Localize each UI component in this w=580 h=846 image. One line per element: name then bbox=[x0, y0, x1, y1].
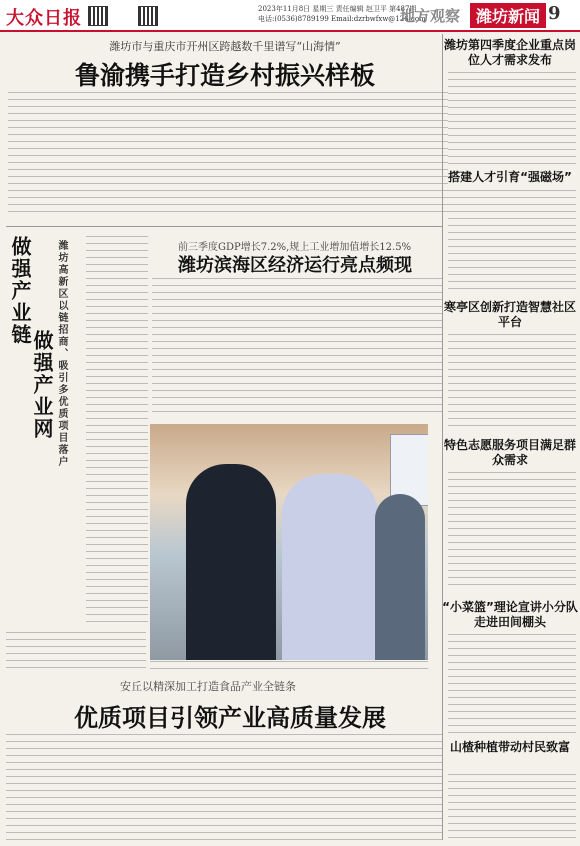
bottom-subtitle: 安丘以精深加工打造食品产业全链条 bbox=[120, 680, 296, 693]
vertical-article-body bbox=[86, 236, 148, 626]
section-name: 潍坊新闻 bbox=[470, 3, 546, 28]
right-article-1-body bbox=[448, 72, 576, 164]
photo-caption bbox=[150, 661, 428, 675]
lead-subtitle: 潍坊市与重庆市开州区跨越数千里谱写“山海情” bbox=[109, 40, 341, 53]
right-article-2-body bbox=[448, 190, 576, 290]
qr-code-icon bbox=[138, 6, 158, 26]
news-photo bbox=[150, 424, 428, 660]
vertical-headline-1: 做强产业链 bbox=[8, 236, 32, 346]
photo-person bbox=[375, 494, 425, 660]
issue-date-line: 2023年11月8日 星期三 责任编辑 赵卫平 第487期 bbox=[258, 5, 417, 13]
right-article-4-body bbox=[448, 472, 576, 590]
vertical-subtitle: 潍坊高新区以链招商、吸引多优质项目落户 bbox=[56, 240, 67, 468]
right-article-2-title: 搭建人才引育“强磁场” bbox=[448, 170, 572, 184]
right-article-6-body bbox=[448, 774, 576, 840]
gdp-article-body bbox=[152, 278, 442, 418]
masthead bbox=[0, 0, 580, 32]
gdp-headline: 潍坊滨海区经济运行亮点频现 bbox=[178, 255, 412, 276]
photo-person bbox=[186, 464, 276, 660]
right-article-1-title: 潍坊第四季度企业重点岗位人才需求发布 bbox=[443, 38, 576, 67]
right-article-3-title: 寒亭区创新打造智慧社区平台 bbox=[443, 300, 576, 329]
lead-article-body bbox=[8, 92, 448, 218]
right-article-3-body bbox=[448, 334, 576, 430]
bottom-headline: 优质项目引领产业高质量发展 bbox=[74, 704, 386, 732]
page-number: 9 bbox=[548, 3, 561, 24]
vertical-article-tail bbox=[6, 632, 146, 672]
right-article-5-title: “小菜篮”理论宣讲小分队走进田间棚头 bbox=[442, 600, 578, 629]
gdp-subtitle: 前三季度GDP增长7.2%,规上工业增加值增长12.5% bbox=[178, 242, 412, 253]
lead-headline: 鲁渝携手打造乡村振兴样板 bbox=[74, 61, 375, 90]
divider bbox=[6, 226, 442, 227]
vertical-headline-2: 做强产业网 bbox=[30, 330, 54, 440]
bottom-article-body bbox=[6, 734, 442, 840]
photo-person bbox=[282, 474, 378, 660]
qr-code-icon bbox=[88, 6, 108, 26]
section-label: 地方观察 bbox=[400, 7, 461, 25]
right-article-4-title: 特色志愿服务项目满足群众需求 bbox=[443, 438, 576, 467]
right-article-5-body bbox=[448, 634, 576, 734]
column-divider bbox=[442, 34, 443, 840]
contact-line: 电话:(0536)8789199 Email:dzrbwfxw@126.com bbox=[258, 15, 426, 23]
newspaper-logo: 大众日报 bbox=[6, 8, 82, 29]
right-article-6-title: 山楂种植带动村民致富 bbox=[449, 740, 570, 754]
